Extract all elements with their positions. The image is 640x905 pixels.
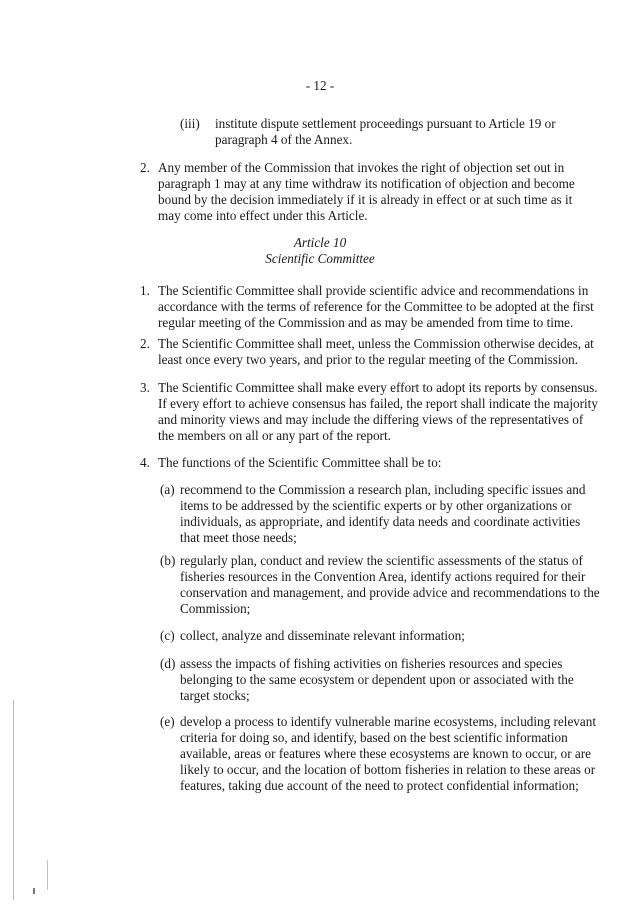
function-marker: (e) (160, 714, 175, 729)
item-marker: (iii) (180, 116, 200, 131)
function-item-a (160, 482, 600, 548)
paragraph-1 (140, 283, 600, 333)
function-item-b (160, 553, 600, 619)
paragraph-2 (140, 336, 600, 370)
page-number: - 12 - (305, 78, 335, 93)
function-marker: (c) (160, 628, 175, 643)
function-text: collect, analyze and disseminate relevant information; (180, 628, 465, 643)
paragraph-number: 3. (140, 380, 150, 395)
paragraph-2-objection (140, 160, 600, 226)
paragraph-3 (140, 380, 600, 446)
item-text: institute dispute settlement proceedings pursuant to Article 19 or paragraph 4 of the Annex. (215, 116, 556, 147)
scan-mark (33, 888, 35, 894)
paragraph-4 (140, 455, 600, 473)
scan-mark (47, 860, 48, 890)
paragraph-number: 1. (140, 283, 150, 298)
function-text: assess the impacts of fishing activities on fisheries resources and species belonging to the same ecosystem or dependent upon or associated with the target stocks; (180, 656, 574, 703)
paragraph-text: The functions of the Scientific Committee shall be to: (158, 455, 442, 470)
function-marker: (a) (160, 482, 175, 497)
function-item-d (160, 656, 600, 706)
paragraph-number: 4. (140, 455, 150, 470)
function-text: regularly plan, conduct and review the scientific assessments of the status of fisheries resources in the Convention Area, identify actions required for their conservation and management, and provide advice and recommendations to the Commission; (180, 553, 600, 616)
function-text: recommend to the Commission a research plan, including specific issues and items to be addressed by the scientific experts or by other organizations or individuals, as appropriate, and identify data needs and coordinate activities that meet those needs; (180, 482, 586, 545)
function-marker: (d) (160, 656, 176, 671)
function-marker: (b) (160, 553, 176, 568)
paragraph-number: 2. (140, 160, 150, 175)
function-item-c (160, 628, 600, 646)
paragraph-text: The Scientific Committee shall make every effort to adopt its reports by consensus. If every effort to achieve consensus has failed, the report shall indicate the majority and minority views and may include the differing views of the representatives of the members on all or any part of the report. (158, 380, 598, 443)
paragraph-text: The Scientific Committee shall meet, unless the Commission otherwise decides, at least once every two years, and prior to the regular meeting of the Commission. (158, 336, 594, 367)
article-heading: Article 10 (293, 235, 347, 250)
function-item-e (160, 714, 600, 796)
paragraph-text: Any member of the Commission that invokes the right of objection set out in paragraph 1 may at any time withdraw its notification of objection and become bound by the decision immediately if it is already in effect or at such time as it may come into effect under this Article. (158, 160, 575, 223)
function-text: develop a process to identify vulnerable marine ecosystems, including relevant criteria for doing so, and identify, based on the best scientific information available, areas or features where these ecosystems are known to occur, or are likely to occur, and the location of bottom fisheries in relation to these areas or features, taking due account of the need to protect confidential information; (180, 714, 597, 793)
scan-margin-line (13, 700, 14, 900)
paragraph-text: The Scientific Committee shall provide scientific advice and recommendations in accordance with the terms of reference for the Committee to be adopted at the first regular meeting of the Commission and as may be amended from time to time. (158, 283, 594, 330)
item-iii (180, 116, 590, 150)
article-subheading: Scientific Committee (265, 251, 375, 266)
paragraph-number: 2. (140, 336, 150, 351)
